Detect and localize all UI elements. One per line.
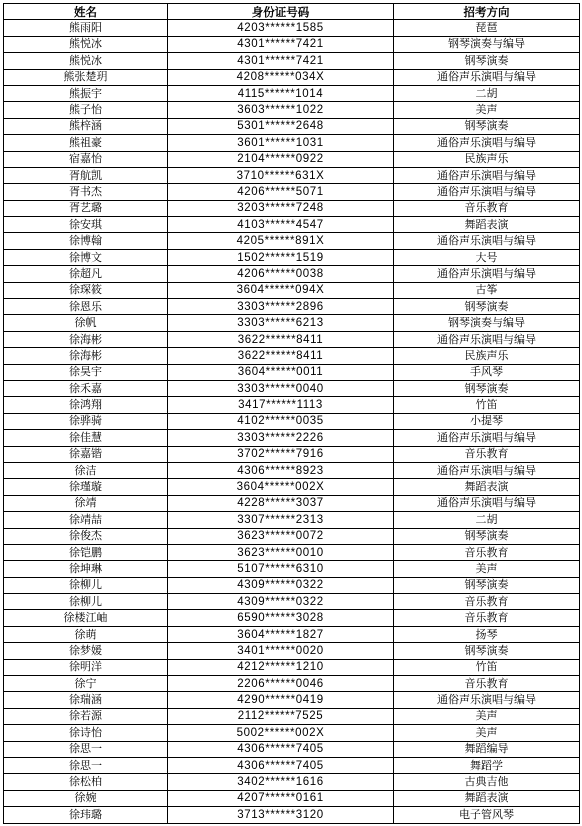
id-number-cell: 4212******1210 (168, 659, 394, 675)
name-cell: 徐思一 (4, 741, 168, 757)
table-row (4, 561, 580, 577)
name-cell: 徐海彬 (4, 331, 168, 347)
table-row (4, 594, 580, 610)
id-number-cell: 3622******8411 (168, 331, 394, 347)
table-row (4, 676, 580, 692)
id-number-cell: 4228******3037 (168, 495, 394, 511)
direction-cell: 美声 (394, 708, 580, 724)
name-cell: 熊张楚玥 (4, 69, 168, 85)
direction-cell: 民族声乐 (394, 348, 580, 364)
id-number-cell: 4208******034X (168, 69, 394, 85)
direction-cell: 竹笛 (394, 659, 580, 675)
table-row (4, 249, 580, 265)
direction-cell: 扬琴 (394, 626, 580, 642)
name-cell: 徐宁 (4, 676, 168, 692)
table-row (4, 348, 580, 364)
table-row (4, 151, 580, 167)
name-cell: 熊祖豪 (4, 135, 168, 151)
direction-cell: 通俗声乐演唱与编导 (394, 430, 580, 446)
id-number-cell: 3623******0010 (168, 544, 394, 560)
id-number-cell: 3307******2313 (168, 512, 394, 528)
table-row (4, 790, 580, 806)
table-body (4, 20, 580, 823)
name-cell: 徐恩乐 (4, 299, 168, 315)
id-number-cell: 4203******1585 (168, 20, 394, 36)
table-row (4, 200, 580, 216)
direction-cell: 通俗声乐演唱与编导 (394, 462, 580, 478)
id-number-cell: 2206******0046 (168, 676, 394, 692)
table-row (4, 217, 580, 233)
name-cell: 徐俊杰 (4, 528, 168, 544)
id-number-cell: 3303******6213 (168, 315, 394, 331)
name-cell: 徐诗怡 (4, 725, 168, 741)
direction-cell: 舞蹈表演 (394, 790, 580, 806)
direction-cell: 舞蹈表演 (394, 479, 580, 495)
table-row (4, 364, 580, 380)
table-row (4, 167, 580, 183)
name-cell: 徐琛筱 (4, 282, 168, 298)
name-cell: 徐鸿翔 (4, 397, 168, 413)
table-row (4, 413, 580, 429)
name-cell: 徐梦媛 (4, 643, 168, 659)
name-cell: 熊梓涵 (4, 118, 168, 134)
table-row (4, 397, 580, 413)
table-row (4, 659, 580, 675)
name-cell: 徐佳慧 (4, 430, 168, 446)
id-number-cell: 3402******1616 (168, 774, 394, 790)
table-row (4, 626, 580, 642)
name-cell: 徐铠鹏 (4, 544, 168, 560)
name-cell: 胥书杰 (4, 184, 168, 200)
direction-cell: 钢琴演奏 (394, 577, 580, 593)
header-id-number: 身份证号码 (168, 4, 394, 20)
id-number-cell: 4290******0419 (168, 692, 394, 708)
direction-cell: 小提琴 (394, 413, 580, 429)
direction-cell: 音乐教育 (394, 200, 580, 216)
name-cell: 徐靖喆 (4, 512, 168, 528)
name-cell: 徐嘉锴 (4, 446, 168, 462)
id-number-cell: 2104******0922 (168, 151, 394, 167)
id-number-cell: 4306******7405 (168, 757, 394, 773)
name-cell: 徐博文 (4, 249, 168, 265)
name-cell: 熊振宇 (4, 85, 168, 101)
direction-cell: 钢琴演奏 (394, 299, 580, 315)
id-number-cell: 3401******0020 (168, 643, 394, 659)
name-cell: 熊悦冰 (4, 53, 168, 69)
table-row (4, 757, 580, 773)
direction-cell: 美声 (394, 102, 580, 118)
direction-cell: 钢琴演奏 (394, 643, 580, 659)
name-cell: 徐楼江岫 (4, 610, 168, 626)
name-cell: 熊子怡 (4, 102, 168, 118)
id-number-cell: 4306******7405 (168, 741, 394, 757)
name-cell: 徐帆 (4, 315, 168, 331)
id-number-cell: 4309******0322 (168, 577, 394, 593)
table-row (4, 315, 580, 331)
table-row (4, 69, 580, 85)
id-number-cell: 3303******2226 (168, 430, 394, 446)
table-row (4, 85, 580, 101)
name-cell: 胥航凯 (4, 167, 168, 183)
id-number-cell: 4206******0038 (168, 266, 394, 282)
direction-cell: 音乐教育 (394, 446, 580, 462)
table-row (4, 495, 580, 511)
applicant-sheet (3, 3, 579, 824)
table-row (4, 266, 580, 282)
name-cell: 徐靖 (4, 495, 168, 511)
table-row (4, 643, 580, 659)
id-number-cell: 4301******7421 (168, 36, 394, 52)
name-cell: 徐瑞涵 (4, 692, 168, 708)
table-row (4, 20, 580, 36)
direction-cell: 通俗声乐演唱与编导 (394, 167, 580, 183)
id-number-cell: 4301******7421 (168, 53, 394, 69)
id-number-cell: 5301******2648 (168, 118, 394, 134)
table-row (4, 544, 580, 560)
id-number-cell: 4206******5071 (168, 184, 394, 200)
direction-cell: 通俗声乐演唱与编导 (394, 331, 580, 347)
name-cell: 徐松柏 (4, 774, 168, 790)
name-cell: 徐瑾璇 (4, 479, 168, 495)
id-number-cell: 3303******2896 (168, 299, 394, 315)
table-row (4, 479, 580, 495)
id-number-cell: 3604******094X (168, 282, 394, 298)
table-row (4, 774, 580, 790)
name-cell: 熊悦冰 (4, 36, 168, 52)
direction-cell: 音乐教育 (394, 594, 580, 610)
id-number-cell: 3604******1827 (168, 626, 394, 642)
name-cell: 徐禾嘉 (4, 380, 168, 396)
id-number-cell: 3710******631X (168, 167, 394, 183)
table-row (4, 577, 580, 593)
table-row (4, 233, 580, 249)
id-number-cell: 4309******0322 (168, 594, 394, 610)
direction-cell: 钢琴演奏 (394, 53, 580, 69)
table-row (4, 462, 580, 478)
direction-cell: 钢琴演奏与编导 (394, 315, 580, 331)
applicant-table (3, 3, 580, 824)
id-number-cell: 4115******1014 (168, 85, 394, 101)
direction-cell: 舞蹈学 (394, 757, 580, 773)
name-cell: 徐洁 (4, 462, 168, 478)
name-cell: 徐安琪 (4, 217, 168, 233)
direction-cell: 通俗声乐演唱与编导 (394, 233, 580, 249)
direction-cell: 音乐教育 (394, 676, 580, 692)
table-row (4, 528, 580, 544)
direction-cell: 二胡 (394, 85, 580, 101)
id-number-cell: 4205******891X (168, 233, 394, 249)
id-number-cell: 3713******3120 (168, 807, 394, 823)
id-number-cell: 4102******0035 (168, 413, 394, 429)
id-number-cell: 3603******1022 (168, 102, 394, 118)
table-row (4, 135, 580, 151)
name-cell: 徐婉 (4, 790, 168, 806)
name-cell: 胥艺璐 (4, 200, 168, 216)
direction-cell: 民族声乐 (394, 151, 580, 167)
table-row (4, 102, 580, 118)
direction-cell: 通俗声乐演唱与编导 (394, 266, 580, 282)
direction-cell: 通俗声乐演唱与编导 (394, 135, 580, 151)
id-number-cell: 3203******7248 (168, 200, 394, 216)
table-row (4, 53, 580, 69)
id-number-cell: 3623******0072 (168, 528, 394, 544)
id-number-cell: 2112******7525 (168, 708, 394, 724)
name-cell: 徐明洋 (4, 659, 168, 675)
table-row (4, 430, 580, 446)
name-cell: 徐柳儿 (4, 577, 168, 593)
id-number-cell: 3604******0011 (168, 364, 394, 380)
name-cell: 徐骅骑 (4, 413, 168, 429)
header-direction: 招考方向 (394, 4, 580, 20)
header-name: 姓名 (4, 4, 168, 20)
table-row (4, 610, 580, 626)
direction-cell: 钢琴演奏与编导 (394, 36, 580, 52)
id-number-cell: 3622******8411 (168, 348, 394, 364)
id-number-cell: 4306******8923 (168, 462, 394, 478)
table-row (4, 36, 580, 52)
direction-cell: 舞蹈编导 (394, 741, 580, 757)
direction-cell: 通俗声乐演唱与编导 (394, 184, 580, 200)
id-number-cell: 3601******1031 (168, 135, 394, 151)
direction-cell: 大号 (394, 249, 580, 265)
id-number-cell: 3702******7916 (168, 446, 394, 462)
direction-cell: 古筝 (394, 282, 580, 298)
direction-cell: 音乐教育 (394, 544, 580, 560)
name-cell: 徐超凡 (4, 266, 168, 282)
name-cell: 徐若源 (4, 708, 168, 724)
id-number-cell: 3604******002X (168, 479, 394, 495)
table-row (4, 708, 580, 724)
id-number-cell: 3417******1113 (168, 397, 394, 413)
name-cell: 徐博翰 (4, 233, 168, 249)
direction-cell: 二胡 (394, 512, 580, 528)
table-row (4, 331, 580, 347)
header-row (4, 4, 580, 20)
id-number-cell: 1502******1519 (168, 249, 394, 265)
name-cell: 宿嘉怡 (4, 151, 168, 167)
direction-cell: 通俗声乐演唱与编导 (394, 69, 580, 85)
table-row (4, 446, 580, 462)
id-number-cell: 4207******0161 (168, 790, 394, 806)
direction-cell: 竹笛 (394, 397, 580, 413)
direction-cell: 舞蹈表演 (394, 217, 580, 233)
table-row (4, 725, 580, 741)
name-cell: 熊雨阳 (4, 20, 168, 36)
name-cell: 徐昊宇 (4, 364, 168, 380)
id-number-cell: 5002******002X (168, 725, 394, 741)
direction-cell: 琵琶 (394, 20, 580, 36)
direction-cell: 美声 (394, 725, 580, 741)
table-row (4, 118, 580, 134)
name-cell: 徐海彬 (4, 348, 168, 364)
name-cell: 徐柳儿 (4, 594, 168, 610)
id-number-cell: 5107******6310 (168, 561, 394, 577)
direction-cell: 通俗声乐演唱与编导 (394, 692, 580, 708)
direction-cell: 古典吉他 (394, 774, 580, 790)
name-cell: 徐坤琳 (4, 561, 168, 577)
id-number-cell: 4103******4547 (168, 217, 394, 233)
direction-cell: 手风琴 (394, 364, 580, 380)
name-cell: 徐玮璐 (4, 807, 168, 823)
table-row (4, 512, 580, 528)
direction-cell: 钢琴演奏 (394, 528, 580, 544)
table-row (4, 184, 580, 200)
table-row (4, 299, 580, 315)
name-cell: 徐萌 (4, 626, 168, 642)
direction-cell: 钢琴演奏 (394, 118, 580, 134)
table-row (4, 692, 580, 708)
direction-cell: 通俗声乐演唱与编导 (394, 495, 580, 511)
direction-cell: 音乐教育 (394, 610, 580, 626)
name-cell: 徐思一 (4, 757, 168, 773)
direction-cell: 电子管风琴 (394, 807, 580, 823)
table-row (4, 282, 580, 298)
table-row (4, 807, 580, 823)
table-row (4, 380, 580, 396)
id-number-cell: 3303******0040 (168, 380, 394, 396)
table-row (4, 741, 580, 757)
direction-cell: 钢琴演奏 (394, 380, 580, 396)
id-number-cell: 6590******3028 (168, 610, 394, 626)
direction-cell: 美声 (394, 561, 580, 577)
